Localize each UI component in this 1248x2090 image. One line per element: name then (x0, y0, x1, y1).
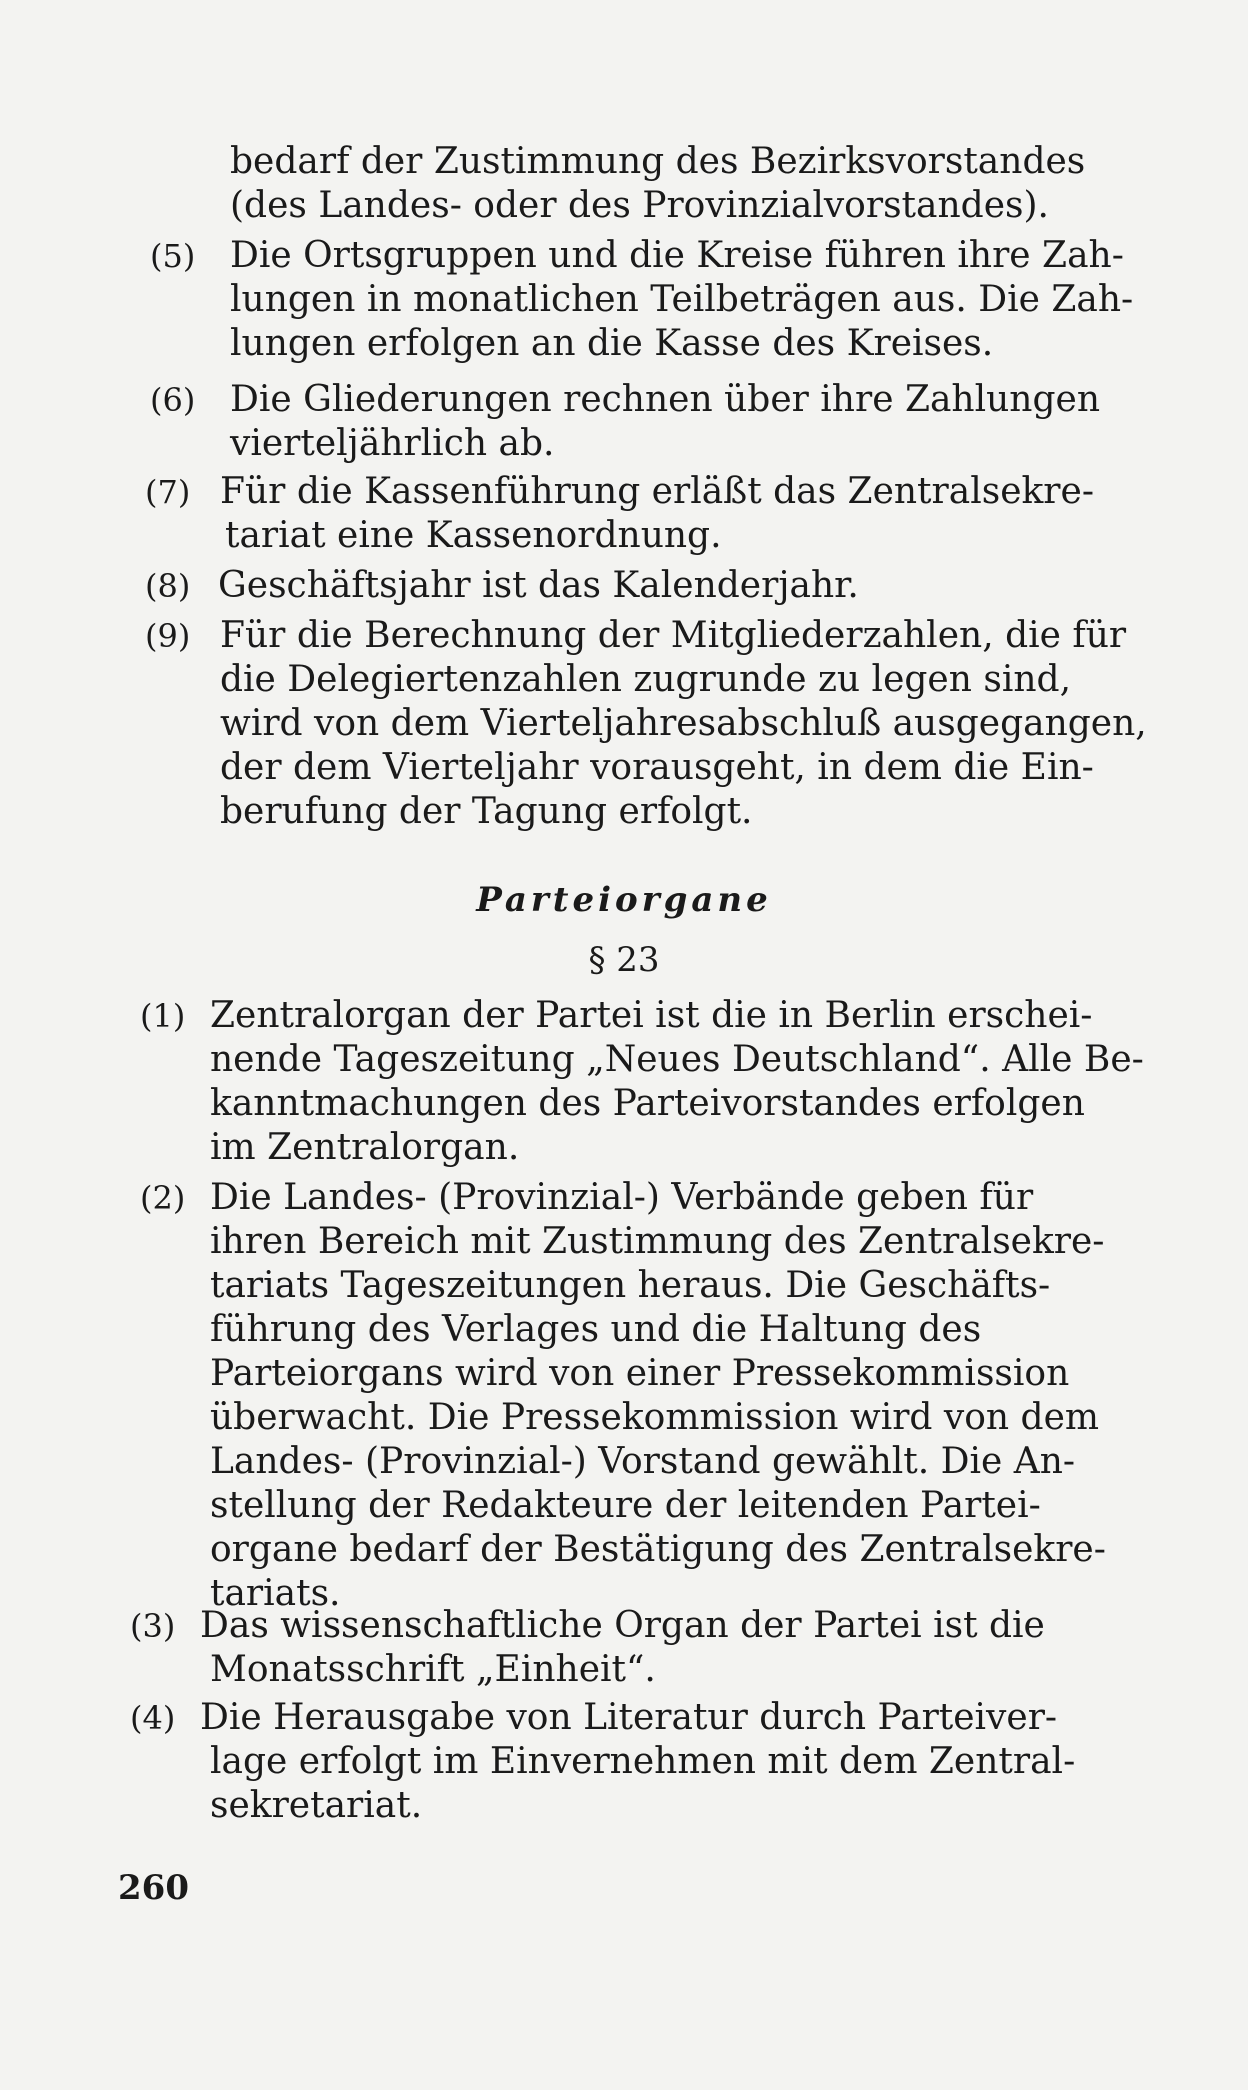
text-line: Die Gliederungen rechnen über ihre Zahlungen (230, 379, 1101, 420)
text-line: organe bedarf der Bestätigung des Zentralsekre- (210, 1529, 1106, 1570)
text-line: nende Tageszeitung „Neues Deutschland“. Alle Be- (210, 1039, 1144, 1080)
text-line: (des Landes- oder des Provinzialvorstandes). (230, 185, 1049, 226)
text-line: Landes- (Provinzial-) Vorstand gewählt. Die An- (210, 1441, 1076, 1482)
text-line: lage erfolgt im Einvernehmen mit dem Zentral- (210, 1741, 1076, 1782)
text-line: Die Landes- (Provinzial-) Verbände geben für (210, 1177, 1034, 1218)
text-line: tariats. (210, 1573, 341, 1614)
text-line: lungen erfolgen an die Kasse des Kreises. (230, 323, 994, 364)
text-line: lungen in monatlichen Teilbeträgen aus. Die Zah- (230, 279, 1134, 320)
text-line: die Delegiertenzahlen zugrunde zu legen sind, (220, 659, 1072, 700)
text-line: der dem Vierteljahr vorausgeht, in dem die Ein- (220, 747, 1094, 788)
paragraph-number: (4) (130, 1699, 176, 1737)
text-line: Die Herausgabe von Literatur durch Parteiver- (200, 1697, 1058, 1738)
page-number: 260 (118, 1868, 189, 1908)
text-line: führung des Verlages und die Haltung des (210, 1309, 982, 1350)
paragraph-number: (9) (145, 617, 191, 655)
text-line: stellung der Redakteure der leitenden Partei- (210, 1485, 1041, 1526)
text-line: kanntmachungen des Parteivorstandes erfolgen (210, 1083, 1085, 1124)
paragraph-number: (7) (145, 473, 191, 511)
paragraph-number: (1) (140, 997, 186, 1035)
text-line: Für die Berechnung der Mitgliederzahlen, die für (220, 615, 1127, 656)
text-line: Für die Kassenführung erläßt das Zentralsekre- (220, 471, 1094, 512)
text-line: vierteljährlich ab. (230, 423, 555, 464)
section-heading: Parteiorgane (476, 880, 772, 920)
text-line: Parteiorgans wird von einer Pressekommission (210, 1353, 1070, 1394)
text-line: berufung der Tagung erfolgt. (220, 791, 753, 832)
text-line: sekretariat. (210, 1785, 423, 1826)
text-line: tariat eine Kassenordnung. (225, 515, 722, 556)
text-line: wird von dem Vierteljahresabschluß ausgegangen, (220, 703, 1147, 744)
paragraph-number: (3) (130, 1607, 176, 1645)
text-line: tariats Tageszeitungen heraus. Die Geschäfts- (210, 1265, 1051, 1306)
paragraph-number: (8) (145, 567, 191, 605)
text-line: Geschäftsjahr ist das Kalenderjahr. (218, 565, 859, 606)
paragraph-number: (2) (140, 1179, 186, 1217)
text-line: Monatsschrift „Einheit“. (210, 1649, 656, 1690)
section-label: § 23 (588, 940, 660, 980)
text-line: bedarf der Zustimmung des Bezirksvorstandes (230, 141, 1086, 182)
text-line: ihren Bereich mit Zustimmung des Zentralsekre- (210, 1221, 1105, 1262)
text-line: im Zentralorgan. (210, 1127, 520, 1168)
text-line: Das wissenschaftliche Organ der Partei ist die (200, 1605, 1045, 1646)
paragraph-number: (5) (150, 237, 196, 275)
paragraph-number: (6) (150, 381, 196, 419)
text-line: Die Ortsgruppen und die Kreise führen ihre Zah- (230, 235, 1124, 276)
text-line: überwacht. Die Pressekommission wird von dem (210, 1397, 1100, 1438)
text-line: Zentralorgan der Partei ist die in Berlin erschei- (210, 995, 1093, 1036)
